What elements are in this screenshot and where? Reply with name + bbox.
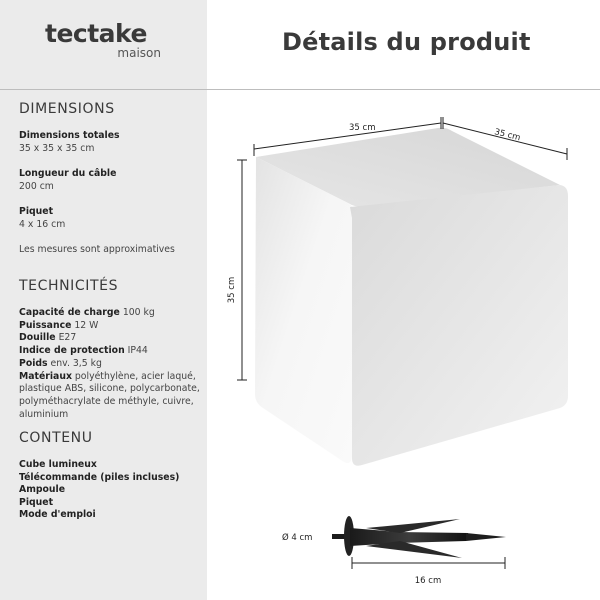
- cube-depth-label: 35 cm: [493, 127, 522, 144]
- stake-diameter-label: Ø 4 cm: [282, 533, 313, 543]
- spec-label: Longueur du câble: [19, 168, 117, 179]
- technicites-heading: TECHNICITÉS: [19, 278, 119, 294]
- cube-front-face: [350, 185, 568, 466]
- page-title: Détails du produit: [282, 28, 531, 56]
- spec-label: Poids: [19, 357, 48, 369]
- cube-side-face: [255, 157, 356, 463]
- stake-length-label: 16 cm: [414, 576, 442, 586]
- brand-subtitle: maison: [117, 46, 161, 60]
- dimensions-heading: DIMENSIONS: [19, 101, 115, 117]
- spec-label: Piquet: [19, 206, 54, 217]
- spec-label: Indice de protection: [19, 345, 125, 357]
- spec-value: 12 W: [74, 319, 99, 331]
- cube-width-label: 35 cm: [349, 123, 376, 133]
- spec-label: Matériaux: [19, 370, 72, 382]
- light-cube: [255, 128, 568, 466]
- list-item: Télécommande (piles incluses): [19, 471, 180, 483]
- spec-label: Dimensions totales: [19, 130, 120, 141]
- list-item: Mode d'emploi: [19, 509, 96, 521]
- spec-value: env. 3,5 kg: [50, 357, 102, 369]
- spec-value: 200 cm: [19, 180, 54, 192]
- spec-label: Puissance: [19, 319, 72, 331]
- list-item: Cube lumineux: [19, 459, 97, 470]
- ground-stake: [332, 516, 506, 558]
- stake-stub: [332, 534, 346, 539]
- spec-value: polyéthylène, acier laqué, plastique ABS, silicone, polycarbonate, polyméthacrylate de méthyle, cuivre, aluminium: [19, 370, 200, 420]
- spec-value: 4 x 16 cm: [19, 218, 66, 230]
- cube-height-label: 35 cm: [227, 276, 237, 304]
- spec-label: Douille: [19, 332, 56, 344]
- brand-name: tectake: [45, 19, 147, 48]
- stake-tip: [466, 533, 506, 541]
- list-item: Piquet: [19, 496, 54, 508]
- spec-value: 100 kg: [122, 307, 155, 318]
- list-item: Ampoule: [19, 484, 66, 496]
- spec-value: 35 x 35 x 35 cm: [19, 142, 95, 154]
- spec-value: IP44: [127, 345, 148, 357]
- spec-label: Capacité de charge: [19, 307, 120, 318]
- note-text: Les mesures sont approximatives: [19, 244, 175, 255]
- contenu-heading: CONTENU: [19, 430, 93, 446]
- spec-value: E27: [58, 332, 77, 344]
